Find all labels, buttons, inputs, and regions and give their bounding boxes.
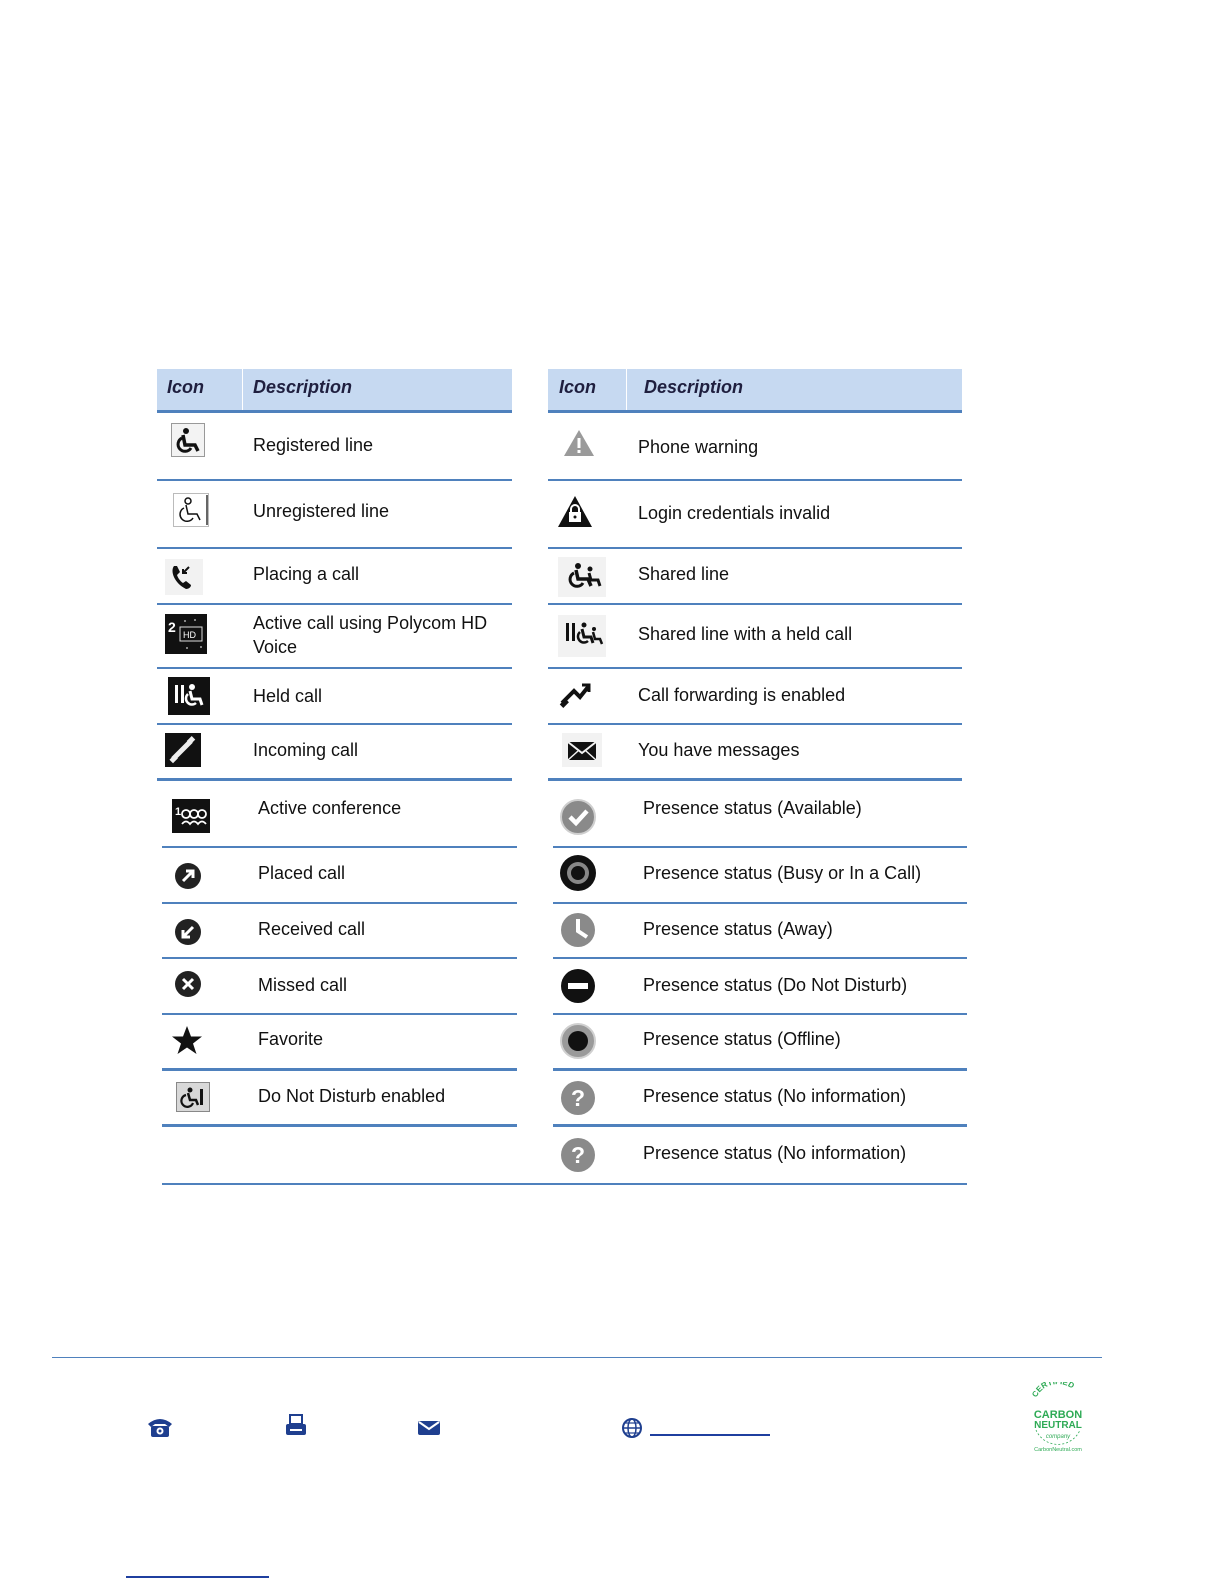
svg-text:2: 2 [168, 619, 176, 635]
shared-line-held-icon [558, 615, 606, 657]
presence-available-icon [559, 798, 597, 836]
right-row-phone-warning [548, 413, 962, 481]
right-desc-3: Shared line with a held call [638, 624, 853, 644]
left-row-dnd-enabled [162, 1071, 517, 1127]
left-row-incoming-call [157, 725, 512, 781]
phone-warning-icon [562, 427, 596, 459]
active-conference-icon [172, 799, 210, 833]
left-row-held-call [157, 669, 512, 725]
fax-icon [285, 1414, 307, 1443]
right-header-icon: Icon [559, 377, 597, 397]
right-row-messages [548, 725, 962, 781]
left-desc-10: Favorite [258, 1029, 324, 1049]
missed-call-icon [174, 970, 202, 998]
placed-call-icon [174, 862, 202, 890]
right-desc-8: Presence status (Away) [643, 919, 833, 939]
left-desc-11: Do Not Disturb enabled [258, 1086, 446, 1106]
dnd-enabled-icon [176, 1082, 210, 1112]
unregistered-line-icon [173, 493, 209, 527]
svg-text:?: ? [570, 1142, 586, 1168]
svg-text:?: ? [570, 1085, 586, 1111]
right-desc-6: Presence status (Available) [643, 798, 862, 818]
phone-icon [146, 1416, 174, 1443]
right-desc-1: Login credentials invalid [638, 503, 831, 523]
right-row-presence-available [553, 781, 967, 848]
right-desc-12: Presence status (No information) [643, 1143, 907, 1163]
right-desc-7: Presence status (Busy or In a Call) [643, 863, 922, 883]
right-desc-9: Presence status (Do Not Disturb) [643, 975, 908, 995]
left-desc-5: Incoming call [253, 740, 359, 760]
carbon-neutral-badge-logo [1022, 1382, 1094, 1454]
registered-line-icon [171, 423, 205, 457]
right-desc-4: Call forwarding is enabled [638, 685, 846, 705]
left-row-active-conference [162, 781, 517, 848]
right-row-presence-unknown-2 [553, 1127, 967, 1185]
right-icon-table-lower [553, 781, 969, 1185]
left-row-missed-call [162, 959, 517, 1015]
favorite-star-icon [170, 1024, 204, 1056]
left-row-hd-voice [157, 605, 512, 669]
right-row-login-invalid [548, 481, 962, 549]
right-header-description: Description [644, 377, 744, 397]
table-bottom-rule [162, 1183, 967, 1185]
presence-offline-icon [559, 1022, 597, 1060]
hd-voice-icon [165, 614, 207, 654]
right-desc-0: Phone warning [638, 437, 759, 457]
right-row-presence-dnd [553, 959, 967, 1015]
left-icon-table-lower [162, 781, 521, 1127]
right-icon-table [548, 369, 964, 781]
left-desc-1: Unregistered line [253, 501, 390, 521]
right-row-presence-unknown-1 [553, 1071, 967, 1127]
globe-icon [622, 1418, 642, 1443]
right-row-call-forwarding [548, 669, 962, 725]
right-row-presence-offline [553, 1015, 967, 1071]
presence-dnd-icon [559, 967, 597, 1005]
login-invalid-lock-icon [556, 494, 594, 530]
right-desc-10: Presence status (Offline) [643, 1029, 841, 1049]
presence-busy-icon [559, 854, 597, 892]
incoming-call-icon [165, 733, 201, 767]
presence-unknown-icon [559, 1136, 597, 1174]
left-row-favorite [162, 1015, 517, 1071]
website-link[interactable] [650, 1434, 770, 1436]
svg-text:CARBON: CARBON [1033, 1409, 1083, 1421]
left-row-registered-line [157, 413, 512, 481]
left-desc-6: Active conference [258, 798, 402, 818]
svg-text:CarbonNeutral.com: CarbonNeutral.com [1034, 1447, 1082, 1453]
right-row-presence-busy [553, 848, 967, 904]
svg-text:NEUTRAL: NEUTRAL [1034, 1420, 1082, 1431]
left-header-icon: Icon [167, 377, 205, 397]
left-icon-table [157, 369, 516, 781]
left-row-unregistered-line [157, 481, 512, 549]
left-desc-8: Received call [258, 919, 366, 939]
left-row-placed-call [162, 848, 517, 904]
left-desc-9: Missed call [258, 975, 348, 995]
bottom-link[interactable] [126, 1576, 269, 1578]
left-desc-2: Placing a call [253, 564, 360, 584]
left-row-placing-call [157, 549, 512, 605]
svg-text:CERTIFIED: CERT ED [1030, 1382, 1076, 1399]
email-icon [417, 1420, 441, 1441]
left-desc-3: Active call using Polycom HD Voice [253, 613, 488, 657]
left-header-description: Description [253, 377, 353, 397]
presence-away-icon [559, 911, 597, 949]
right-desc-2: Shared line [638, 564, 730, 584]
messages-envelope-icon [562, 733, 602, 767]
left-desc-0: Registered line [253, 435, 374, 455]
left-desc-7: Placed call [258, 863, 346, 883]
call-forwarding-icon [558, 679, 592, 709]
svg-text:HD: HD [183, 630, 196, 640]
received-call-icon [174, 918, 202, 946]
left-desc-4: Held call [253, 686, 323, 706]
svg-text:1: 1 [175, 806, 182, 818]
svg-text:company: company [1045, 1434, 1071, 1440]
right-row-shared-line-held [548, 605, 962, 669]
right-row-presence-away [553, 904, 967, 959]
right-row-shared-line [548, 549, 962, 605]
right-desc-5: You have messages [638, 740, 800, 760]
right-table-header [548, 369, 962, 413]
shared-line-icon [558, 557, 606, 597]
placing-call-icon [165, 559, 203, 595]
footer-divider [52, 1357, 1102, 1358]
presence-unknown-icon [559, 1079, 597, 1117]
left-table-header [157, 369, 512, 413]
left-row-received-call [162, 904, 517, 959]
right-desc-11: Presence status (No information) [643, 1086, 907, 1106]
held-call-icon [168, 677, 210, 715]
